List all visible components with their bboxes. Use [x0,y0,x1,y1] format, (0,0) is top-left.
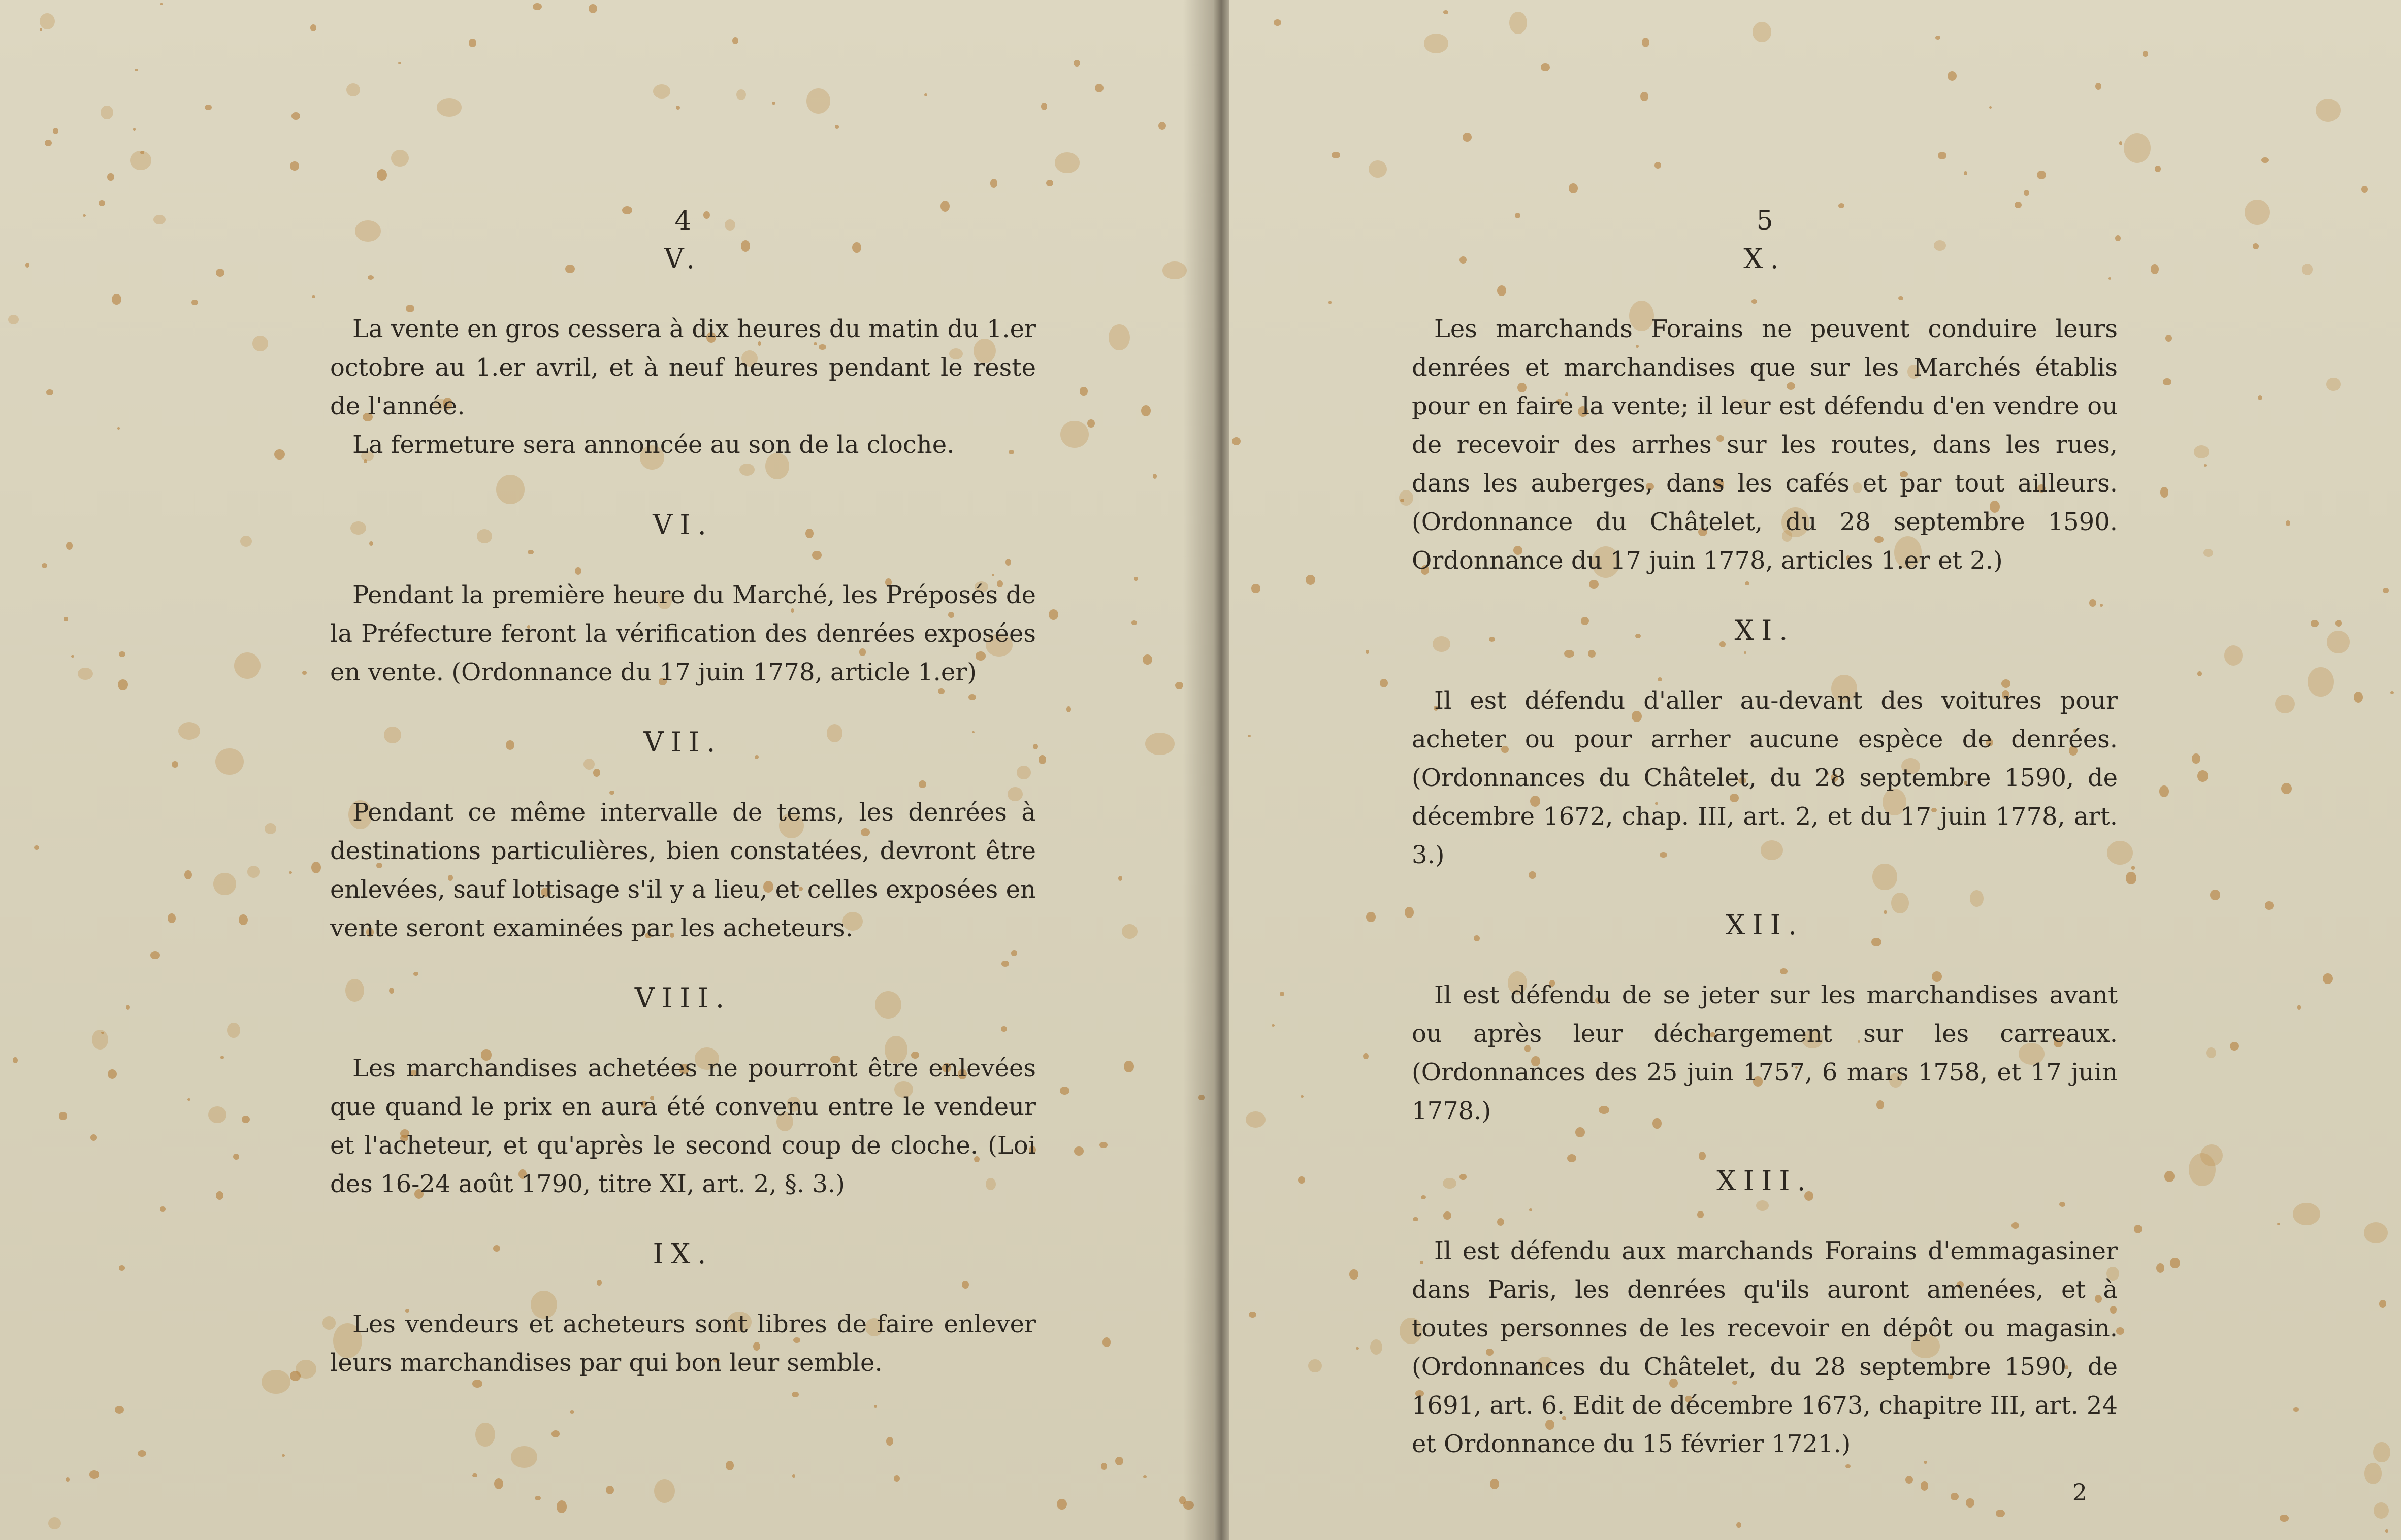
foxing-spot [1057,1499,1066,1510]
foxing-spot [135,69,138,71]
foxing-spot [1654,162,1661,169]
foxing-spot [1366,912,1376,922]
foxing-spot [282,1454,284,1457]
foxing-spot [1055,152,1080,173]
foxing-spot [1232,437,1241,445]
foxing-spot [1935,36,1940,40]
foxing-spot [191,300,198,305]
foxing-spot [227,1023,240,1038]
foxing-spot [2293,1203,2321,1226]
foxing-spot [2194,445,2209,458]
foxing-spot [2311,620,2319,627]
foxing-spot [160,1206,166,1212]
foxing-spot [302,671,307,675]
foxing-spot [1272,1024,1275,1027]
foxing-spot [469,39,476,47]
foxing-spot [290,161,299,171]
foxing-spot [475,1423,495,1447]
page-number-right: 5 [1756,206,1773,236]
foxing-spot [1306,575,1316,585]
foxing-spot [1134,577,1138,581]
foxing-spot [126,1005,130,1010]
left-page-text [330,203,1036,1382]
foxing-spot [1143,654,1152,665]
foxing-spot [2261,157,2269,163]
foxing-spot [494,1478,504,1490]
foxing-spot [1356,1347,1359,1350]
foxing-spot [1989,106,1992,109]
foxing-spot [1060,1087,1069,1094]
foxing-spot [130,151,151,170]
foxing-spot [1424,34,1449,53]
foxing-spot [138,1450,146,1457]
foxing-spot [2206,1047,2216,1058]
foxing-spot [2163,378,2171,385]
foxing-spot [133,128,136,131]
foxing-spot [1074,60,1080,67]
foxing-spot [1541,63,1549,71]
foxing-spot [792,1474,795,1478]
foxing-spot [1938,152,1946,159]
foxing-spot [2364,1222,2388,1244]
foxing-spot [1463,133,1472,142]
foxing-spot [2197,770,2208,782]
foxing-spot [535,1496,541,1500]
foxing-spot [239,914,247,925]
foxing-spot [835,125,839,128]
foxing-spot [1736,1522,1741,1528]
foxing-spot [726,1461,734,1470]
foxing-spot [2203,549,2213,557]
article-heading-xii: XII. [1725,909,1804,941]
foxing-spot [2165,335,2172,342]
foxing-spot [1141,405,1151,417]
foxing-spot [772,102,775,104]
foxing-spot [1349,1269,1358,1279]
article-heading-xiii: XIII. [1716,1165,1813,1197]
foxing-spot [46,389,53,395]
foxing-spot [2210,890,2220,900]
foxing-spot [1074,1146,1084,1156]
foxing-spot [233,1154,239,1160]
foxing-spot [2156,1263,2164,1273]
foxing-spot [1145,733,1174,755]
foxing-spot [2373,1442,2390,1463]
foxing-spot [2327,631,2350,653]
foxing-spot [1039,755,1046,764]
article-ix-paragraph: Les vendeurs et acheteurs sont libres de faire enlever leurs marchandises par qui bon leur semble. [330,1310,1036,1377]
foxing-spot [1509,12,1527,34]
article-heading-vii: VII. [643,726,723,758]
foxing-spot [45,140,52,146]
foxing-spot [346,83,360,96]
foxing-spot [551,1430,560,1437]
foxing-spot [208,1106,226,1124]
foxing-spot [119,651,125,657]
foxing-spot [25,263,29,267]
foxing-spot [1102,1337,1111,1347]
foxing-spot [1948,71,1957,81]
foxing-spot [1301,1095,1304,1098]
foxing-spot [2192,753,2200,764]
foxing-spot [1066,706,1072,712]
foxing-spot [924,93,927,96]
foxing-spot [172,761,178,768]
foxing-spot [2281,783,2292,795]
foxing-spot [1046,180,1053,187]
foxing-spot [2390,691,2394,694]
article-xi-paragraph: Il est défendu d'aller au-devant des voitures pour acheter ou pour arrher aucune espèce de denrées. (Ordonnances du Châtelet, du 28 septembre 1590, de décembre 1672, chap. III, art. 2, et du 17 juin 1778, art. 3.) [1412,686,2118,869]
foxing-spot [1308,1359,1322,1372]
foxing-spot [117,427,120,429]
foxing-spot [252,336,268,351]
foxing-spot [1158,122,1166,130]
foxing-spot [234,652,261,679]
article-vii-paragraph: Pendant ce même intervalle de tems, les denrées à destinations particulières, bien constatées, devront être enlevées, sauf lottisage s'il y a lieu, et celles exposées en vente seront examinées par les acheteurs. [330,798,1036,942]
article-heading-viii: VIII. [634,982,732,1014]
foxing-spot [2383,588,2389,593]
foxing-spot [2316,99,2341,122]
foxing-spot [1370,1339,1382,1355]
foxing-spot [1363,1053,1369,1059]
foxing-spot [1569,183,1578,193]
foxing-spot [290,1371,301,1381]
article-x-paragraph: Les marchands Forains ne peuvent conduire leurs denrées et marchandises que sur les Marchés établis pour en faire la vente; il leur est défendu d'en vendre ou de recevoir des arrhes sur les routes, dans les rues, dans les auberges, dans les cafés et par tout ailleurs. (Ordonnance du Châtelet, du 28 septembre 1590. Ordonnance du 17 juin 1778, articles 1.er et 2.) [1412,315,2118,575]
article-heading-vi: VI. [653,509,713,541]
foxing-spot [732,37,738,44]
foxing-spot [1380,679,1388,687]
foxing-spot [1122,924,1138,939]
foxing-spot [216,269,224,277]
article-vi-paragraph: Pendant la première heure du Marché, les Préposés de la Préfecture feront la vérification des denrées exposées en vente. (Ordonnance du 17 juin 1778, article 1.er) [330,581,1036,686]
foxing-spot [153,215,166,224]
foxing-spot [792,1392,799,1397]
foxing-spot [2197,671,2202,676]
foxing-spot [119,1265,125,1270]
foxing-spot [289,871,292,874]
foxing-spot [107,173,114,181]
foxing-spot [265,823,276,834]
foxing-spot [676,106,680,110]
foxing-spot [1153,474,1157,479]
foxing-spot [990,179,998,188]
foxing-spot [78,668,92,680]
article-heading-xi: XI. [1734,614,1795,646]
foxing-spot [1099,1142,1108,1149]
foxing-spot [2095,83,2101,90]
foxing-spot [1964,171,1967,175]
foxing-spot [2280,1515,2288,1521]
foxing-spot [1060,421,1088,448]
foxing-spot [40,28,42,31]
foxing-spot [1642,38,1649,47]
foxing-spot [2293,1407,2299,1412]
foxing-spot [168,913,176,923]
foxing-spot [391,150,409,167]
foxing-spot [42,563,48,569]
foxing-spot [1124,1061,1133,1072]
foxing-spot [101,1032,104,1034]
foxing-spot [437,98,462,117]
foxing-spot [90,1134,98,1141]
foxing-spot [2265,901,2273,909]
foxing-spot [1246,1111,1266,1128]
foxing-spot [220,1056,224,1060]
foxing-spot [1298,1176,1305,1183]
foxing-spot [242,1116,250,1123]
foxing-spot [557,1500,567,1513]
article-heading-v: V. [664,243,702,275]
foxing-spot [2126,872,2136,884]
foxing-spot [66,1477,70,1482]
foxing-spot [1753,22,1771,42]
foxing-spot [99,200,105,206]
foxing-spot [184,870,192,879]
foxing-spot [2286,520,2290,526]
foxing-spot [2354,692,2363,703]
foxing-spot [274,449,285,460]
foxing-spot [1443,10,1448,14]
foxing-spot [472,1473,477,1478]
foxing-spot [291,112,300,120]
foxing-spot [34,845,39,850]
foxing-spot [2297,1005,2301,1009]
foxing-spot [2275,695,2295,713]
foxing-spot [654,1479,675,1503]
foxing-spot [118,679,128,690]
foxing-spot [311,862,321,873]
foxing-spot [71,655,74,658]
foxing-spot [2200,1144,2223,1166]
article-heading-x: X. [1743,243,1786,275]
foxing-spot [1049,609,1058,620]
foxing-spot [59,1112,67,1120]
foxing-spot [2245,200,2269,225]
foxing-spot [2155,166,2161,172]
foxing-spot [1109,324,1129,350]
foxing-spot [1274,19,1281,25]
page-number-left: 4 [674,206,692,236]
foxing-spot [1332,152,1341,158]
foxing-spot [1095,84,1104,92]
right-page [1229,0,2401,1540]
foxing-spot [2159,785,2169,797]
signature-mark: 2 [2072,1479,2087,1506]
foxing-spot [2134,1225,2142,1233]
foxing-spot [894,1475,900,1482]
article-v-paragraph-2: La fermeture sera annoncée au son de la cloche. [352,431,955,459]
foxing-spot [589,4,597,13]
foxing-spot [2024,190,2029,196]
foxing-spot [1115,1457,1123,1465]
foxing-spot [2230,1042,2240,1051]
foxing-spot [653,84,671,99]
foxing-spot [2308,667,2333,696]
foxing-spot [2119,141,2122,145]
foxing-spot [2124,133,2151,163]
foxing-spot [2361,186,2368,193]
foxing-spot [150,951,159,959]
foxing-spot [1118,876,1122,881]
foxing-spot [570,1410,575,1414]
article-viii-paragraph: Les marchandises achetées ne pourront être enlevées que quand le prix en aura été convenu entre le vendeur et l'acheteur, et qu'après le second coup de cloche. (Loi des 16-24 août 1790, titre XI, art. 2, §. 3.) [330,1054,1036,1198]
foxing-spot [1080,387,1087,396]
foxing-spot [736,89,746,100]
foxing-spot [215,748,243,775]
foxing-spot [1640,92,1648,102]
article-xii-paragraph: Il est défendu de se jeter sur les marchandises avant ou après leur déchargement sur les carreaux. (Ordonnances des 25 juin 1757, 6 mars 1758, et 17 juin 1778.) [1412,981,2118,1125]
foxing-spot [240,536,252,547]
foxing-spot [66,542,73,549]
foxing-spot [377,169,387,181]
foxing-spot [108,1069,117,1079]
foxing-spot [115,1406,124,1414]
foxing-spot [1280,992,1284,996]
foxing-spot [92,1030,108,1050]
foxing-spot [2224,645,2243,666]
article-heading-ix: IX. [653,1238,713,1270]
foxing-spot [213,873,236,895]
foxing-spot [2374,1502,2389,1519]
right-page-text [1412,203,2118,1506]
foxing-spot [247,866,261,878]
foxing-spot [48,1517,61,1529]
foxing-spot [1087,419,1095,428]
foxing-spot [874,1405,877,1408]
foxing-spot [2131,866,2135,869]
foxing-spot [1041,103,1047,110]
foxing-spot [2379,1300,2386,1307]
foxing-spot [187,1098,190,1101]
foxing-spot [806,88,830,114]
foxing-spot [2335,620,2342,627]
foxing-spot [2385,1529,2388,1532]
foxing-spot [1251,584,1260,593]
foxing-spot [2160,487,2169,498]
foxing-spot [2204,464,2207,467]
foxing-spot [101,106,113,120]
foxing-spot [178,722,200,740]
foxing-spot [886,1437,893,1446]
foxing-spot [160,3,163,5]
foxing-spot [2323,973,2333,985]
foxing-spot [53,128,58,134]
foxing-spot [606,1486,614,1494]
foxing-spot [1248,735,1251,737]
foxing-spot [83,214,86,217]
foxing-spot [2037,171,2046,180]
foxing-spot [89,1470,100,1479]
article-xiii-paragraph: Il est défendu aux marchands Forains d'emmagasiner dans Paris, les denrées qu'ils auront amenées, et à toutes personnes de les recevoir en dépôt ou magasin. (Ordonnances du Châtelet, du 28 septembre 1590, de 1691, art. 6. Edit de décembre 1673, chapitre III, art. 24 et Ordonnance du 15 février 1721.) [1412,1237,2118,1458]
foxing-spot [64,617,68,621]
foxing-spot [533,3,542,10]
foxing-spot [1143,1475,1147,1478]
foxing-spot [511,1446,537,1468]
foxing-spot [2151,264,2159,274]
foxing-spot [2164,1171,2175,1183]
foxing-spot [40,13,55,29]
foxing-spot [8,315,19,324]
foxing-spot [2364,1463,2382,1484]
foxing-spot [2143,51,2149,56]
foxing-spot [1366,650,1369,654]
foxing-spot [2326,378,2341,391]
foxing-spot [1369,160,1387,178]
foxing-spot [205,105,212,110]
foxing-spot [216,1191,223,1200]
foxing-spot [398,62,401,64]
foxing-spot [2277,1223,2280,1225]
foxing-spot [312,295,315,298]
foxing-spot [1400,499,1404,502]
foxing-spot [13,1057,17,1063]
foxing-spot [1249,1312,1256,1318]
foxing-spot [1399,490,1413,506]
foxing-spot [112,294,121,305]
foxing-spot [2302,264,2313,276]
foxing-spot [262,1370,290,1394]
foxing-spot [2253,243,2259,249]
foxing-spot [1175,682,1183,689]
foxing-spot [1131,620,1137,625]
foxing-spot [2170,1258,2180,1268]
article-v-paragraph-1: La vente en gros cessera à dix heures du matin du 1.er octobre au 1.er avril, et à neuf heures pendant le reste de l'année. [330,315,1036,420]
foxing-spot [1101,1463,1107,1470]
foxing-spot [310,24,316,31]
foxing-spot [2258,395,2262,400]
foxing-spot [1328,301,1332,304]
foxing-spot [1996,1510,2005,1517]
